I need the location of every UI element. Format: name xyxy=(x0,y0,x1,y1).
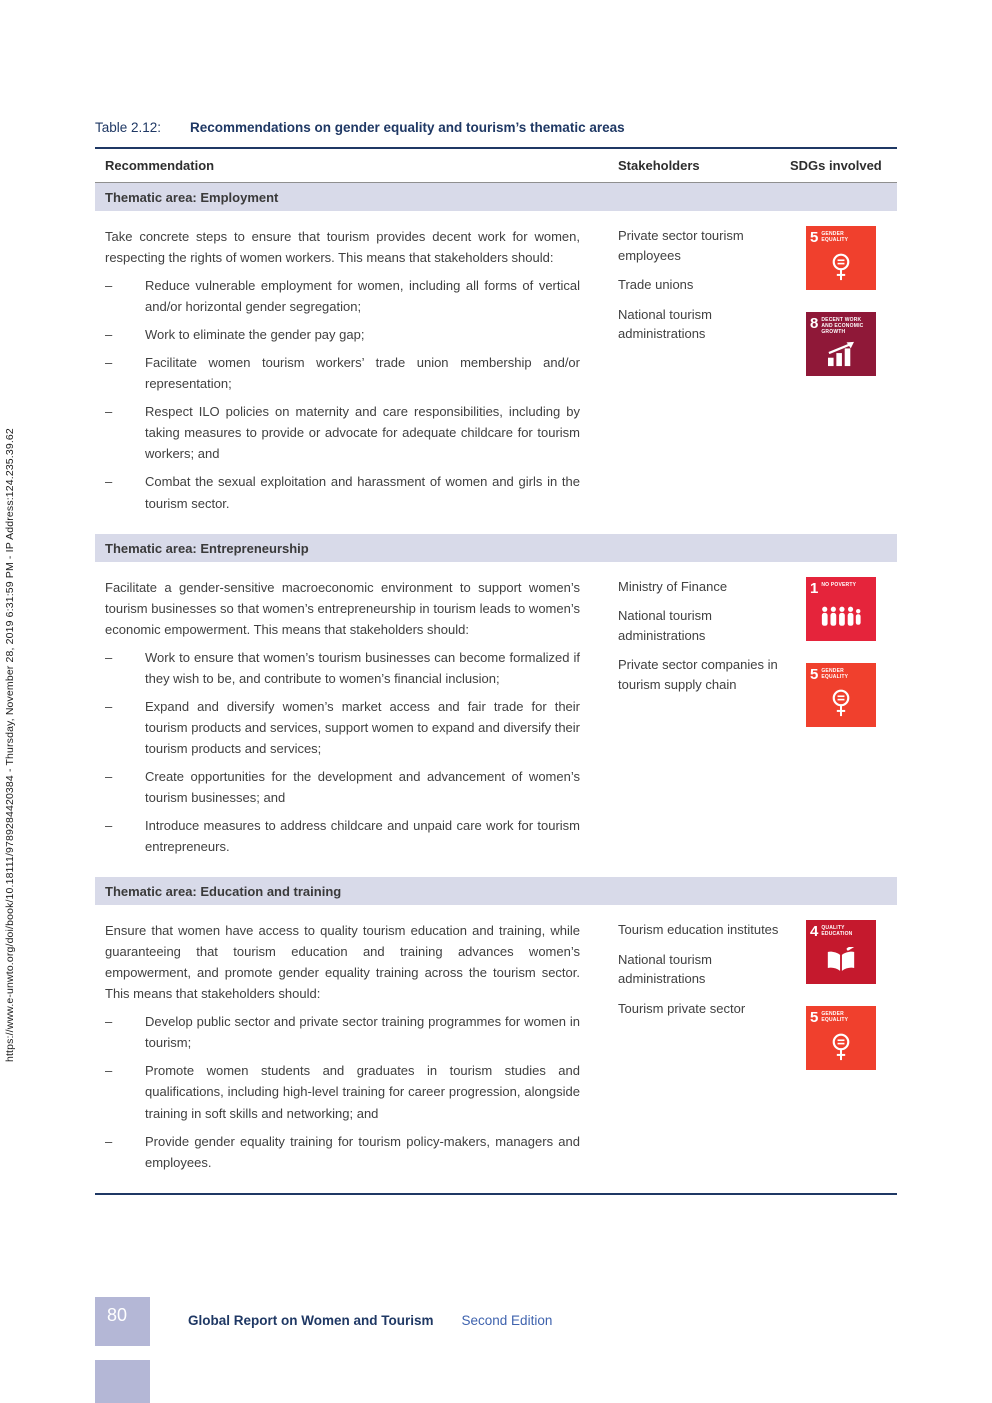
table-row xyxy=(95,562,897,878)
recommendation-cell xyxy=(95,920,608,1173)
bullet-text: Facilitate women tourism workers’ trade union membership and/or representation; xyxy=(145,355,580,392)
quality-education-icon xyxy=(810,939,872,981)
bullet-item xyxy=(105,815,580,857)
bullet-text: Respect ILO policies on maternity and care responsibilities, including by taking measures to provide or advocate for adequate childcare for tourism workers; and xyxy=(145,404,580,462)
bullet-text: Work to eliminate the gender pay gap; xyxy=(145,327,365,343)
table-row xyxy=(95,211,897,534)
recommendation-intro: Take concrete steps to ensure that tourism provides decent work for women, respecting the rights of women workers. This means that stakeholders should: xyxy=(105,229,580,266)
sdg-title: GENDER EQUALITY xyxy=(821,231,849,243)
bullet-item xyxy=(105,352,580,394)
footer-edition: Second Edition xyxy=(461,1313,553,1328)
recommendation-cell xyxy=(95,577,608,858)
bullet-text: Expand and diversify women’s market access and fair trade for their tourism products and services, support women to expand and diversify their tourism products and services; xyxy=(145,698,580,756)
sdg-tile xyxy=(806,1006,876,1070)
sdgs-cell xyxy=(780,920,897,1173)
bullet-dash: – xyxy=(105,355,113,371)
table-caption xyxy=(95,120,897,136)
stakeholder-item: Private sector tourism employees xyxy=(618,228,744,263)
bullet-text: Promote women students and graduates in tourism studies and qualifications, including high-level training for career progression, alongside training in soft skills and networking; and xyxy=(145,1063,580,1121)
table-body xyxy=(95,183,897,1193)
recommendations-table xyxy=(95,147,897,1195)
column-header-sdgs: SDGs involved xyxy=(790,158,882,173)
gender-equality-icon xyxy=(810,245,872,287)
recommendation-intro: Ensure that women have access to quality tourism education and training, while guaranteeing that tourism education and training advances women’s empowerment, and promote gender equality training across the tourism sector. This means that stakeholders should: xyxy=(105,923,580,1002)
sdg-number: 5 xyxy=(810,1009,819,1027)
stakeholders-cell xyxy=(608,226,780,514)
sdg-title: QUALITY EDUCATION xyxy=(821,925,853,938)
bullet-item xyxy=(105,401,580,464)
stakeholder-item: Tourism private sector xyxy=(618,1000,746,1016)
thematic-area-heading: Thematic area: Education and training xyxy=(95,877,897,905)
bullet-dash: – xyxy=(105,327,113,343)
bullet-item xyxy=(105,766,580,808)
stakeholders-cell xyxy=(608,577,780,858)
stakeholder-item: Tourism education institutes xyxy=(618,922,779,938)
bullet-dash: – xyxy=(105,818,113,834)
bullet-item xyxy=(105,647,580,689)
sdg-tile xyxy=(806,577,876,641)
bullet-text: Introduce measures to address childcare and unpaid care work for tourism entrepreneurs. xyxy=(145,818,580,855)
recommendation-intro: Facilitate a gender-sensitive macroeconomic environment to support women’s tourism businesses so that women’s entrepreneurship in tourism leads to women’s economic empowerment. This means that stakeholders should: xyxy=(105,579,580,637)
bullet-text: Work to ensure that women’s tourism businesses can become formalized if they wish to be, and contribute to women’s financial inclusion; xyxy=(145,649,580,686)
gender-equality-icon xyxy=(810,682,872,724)
bullet-item xyxy=(105,275,580,317)
bullet-dash: – xyxy=(105,1133,113,1149)
page-number: 80 xyxy=(95,1297,150,1346)
sdg-number: 8 xyxy=(810,315,819,332)
bullet-item xyxy=(105,1011,580,1053)
thematic-area-heading: Thematic area: Entrepreneurship xyxy=(95,534,897,562)
bullet-text: Provide gender equality training for tourism policy-makers, managers and employees. xyxy=(145,1133,580,1170)
column-header-stakeholders: Stakeholders xyxy=(618,158,700,173)
thematic-area-heading: Thematic area: Employment xyxy=(95,183,897,211)
sidebar-watermark-url: https://www.e-unwto.org/doi/book/10.18111/9789284420384 - Thursday, November 28, 2019 6:31:59 PM - IP Address:124.235.39.62 xyxy=(4,428,16,1062)
sdg-tile xyxy=(806,663,876,727)
bullet-dash: – xyxy=(105,698,113,714)
bullet-dash: – xyxy=(105,1063,113,1079)
sdg-tile-header xyxy=(810,581,872,596)
sdg-tile xyxy=(806,920,876,984)
sdg-number: 5 xyxy=(810,229,819,246)
bullet-text: Reduce vulnerable employment for women, including all forms of vertical and/or horizontal gender segregation; xyxy=(145,278,580,315)
sdg-number: 5 xyxy=(810,665,819,683)
column-header-recommendation: Recommendation xyxy=(105,158,215,173)
sdg-tile-header xyxy=(810,316,872,335)
bullet-dash: – xyxy=(105,649,113,665)
footer-decorative-band xyxy=(95,1360,150,1403)
bullet-dash: – xyxy=(105,278,113,294)
bullet-item xyxy=(105,1131,580,1173)
stakeholder-item: National tourism administrations xyxy=(618,306,712,341)
stakeholder-item: National tourism administrations xyxy=(618,608,712,643)
no-poverty-icon xyxy=(810,596,872,638)
bullet-dash: – xyxy=(105,768,113,784)
recommendation-cell xyxy=(95,226,608,514)
footer xyxy=(188,1313,552,1328)
stakeholder-item: Private sector companies in tourism supply chain xyxy=(618,657,778,692)
table-container xyxy=(95,120,897,1195)
stakeholder-item: Ministry of Finance xyxy=(618,578,728,594)
economic-growth-icon xyxy=(810,335,872,373)
table-header-row xyxy=(95,147,897,183)
sdg-number: 1 xyxy=(810,579,819,597)
bullet-item xyxy=(105,1060,580,1123)
bullet-item xyxy=(105,471,580,513)
sdg-tile-header xyxy=(810,1010,872,1025)
bullet-item xyxy=(105,324,580,345)
sdg-title: NO POVERTY xyxy=(821,581,857,588)
sdg-tile xyxy=(806,226,876,290)
sdg-title: GENDER EQUALITY xyxy=(821,667,849,680)
bullet-item xyxy=(105,696,580,759)
stakeholder-item: Trade unions xyxy=(618,277,694,292)
bullet-dash: – xyxy=(105,474,113,490)
sdgs-cell xyxy=(780,577,897,858)
sdg-tile-header xyxy=(810,230,872,245)
gender-equality-icon xyxy=(810,1025,872,1067)
sdg-number: 4 xyxy=(810,923,819,941)
bullet-text: Create opportunities for the development and advancement of women’s tourism businesses; and xyxy=(145,768,580,805)
sdgs-cell xyxy=(780,226,897,514)
sdg-title: GENDER EQUALITY xyxy=(821,1011,849,1024)
sdg-title: DECENT WORK AND ECONOMIC GROWTH xyxy=(821,317,864,335)
stakeholders-cell xyxy=(608,920,780,1173)
bullet-text: Develop public sector and private sector training programmes for women in tourism; xyxy=(145,1014,580,1051)
table-title-text: Recommendations on gender equality and tourism’s thematic areas xyxy=(190,120,625,135)
table-row xyxy=(95,905,897,1193)
sdg-tile-header xyxy=(810,667,872,682)
bullet-dash: – xyxy=(105,404,113,420)
table-label: Table 2.12: xyxy=(95,120,162,135)
sdg-tile-header xyxy=(810,924,872,939)
footer-book-title: Global Report on Women and Tourism xyxy=(188,1313,434,1328)
bullet-dash: – xyxy=(105,1014,113,1030)
stakeholder-item: National tourism administrations xyxy=(618,951,712,987)
sdg-tile xyxy=(806,312,876,376)
bullet-text: Combat the sexual exploitation and harassment of women and girls in the tourism sector. xyxy=(145,474,580,511)
